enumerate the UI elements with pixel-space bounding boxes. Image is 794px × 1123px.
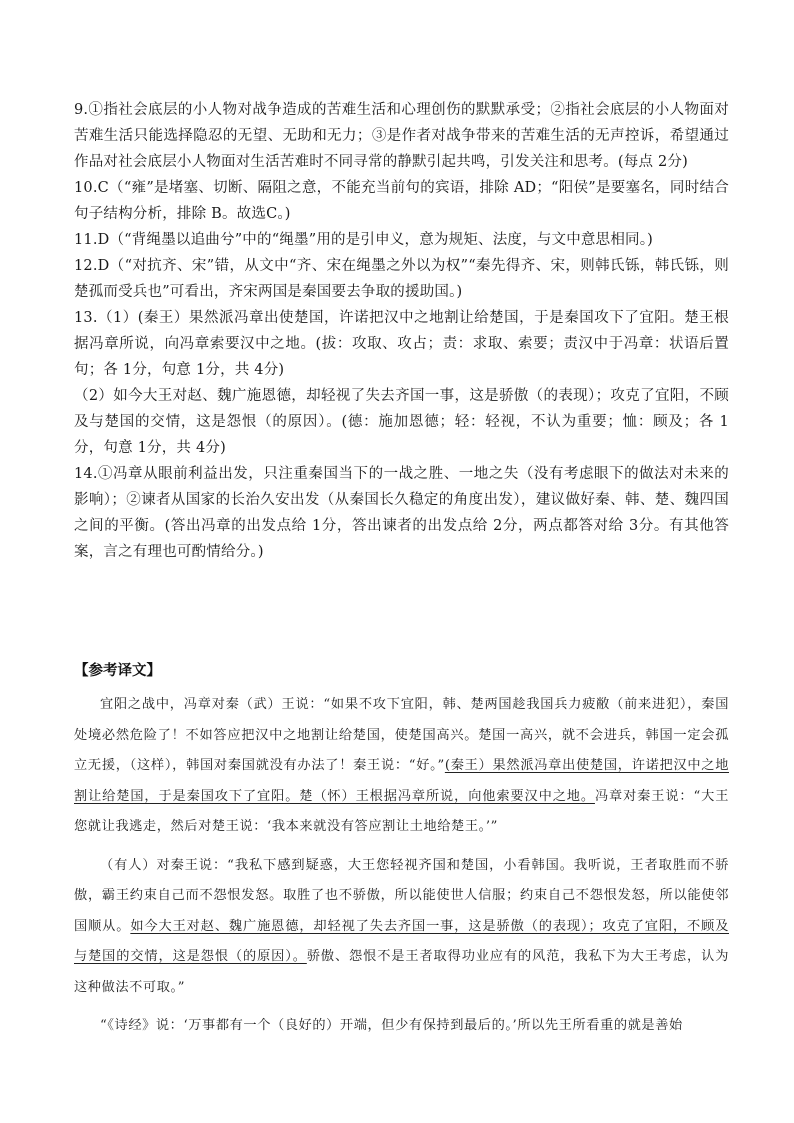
answer-12: 12.D（“对抗齐、宋”错，从文中“齐、宋在绳墨之外以为权”“秦先得齐、宋，则韩氏铄，韩氏铄，则楚孤而受兵也”可看出，齐宋两国是秦国要去争取的援助国。): [74, 258, 729, 300]
translation-p2-text: （有人）对秦王说：“我私下感到疑惑，大王您轻视齐国和楚国，小看韩国。我听说，王者取胜而不骄傲，霸王约束自己而不怨恨发怒。取胜了也不骄傲，所以能使世人信服；约束自己不怨恨发怒，所以能使邻国顺从。: [74, 857, 729, 934]
translation-p2-text-end: 骄傲、怨恨不是王者取得功业应有的风范，我私下为大王考虑，认为这种做法不可取。”: [74, 949, 729, 995]
translation-paragraph-2: [74, 851, 729, 1004]
answer-13-part-2: （2）如今大王对赵、魏广施恩德，却轻视了失去齐国一事，这是骄傲（的表现）；攻克了宜阳，不顾及与楚国的交情，这是怨恨（的原因）。(德：施加恩德；轻：轻视，不认为重要；恤：顾及；各 1分，句意 1分，共 4分): [74, 388, 729, 456]
translation-p1-text: 宜阳之战中，冯章对秦（武）王说：“如果不攻下宜阳，韩、楚两国趁我国兵力疲敝（前来进犯），秦国处境必然危险了！不如答应把汉中之地割让给楚国，使楚国高兴。楚国一高兴，就不会进兵，韩国一定会孤立无援，（这样），韩国对秦国就没有办法了！秦王说：“好。”: [74, 697, 729, 773]
answer-10: 10.C（“雍”是堵塞、切断、隔阻之意，不能充当前句的宾语，排除 AD；“阳侯”是要塞名，同时结合句子结构分析，排除 B。故选C。): [74, 180, 729, 222]
answer-13-part-1: 13.（1）(秦王）果然派冯章出使楚国，许诺把汉中之地割让给楚国，于是秦国攻下了宜阳。楚王根据冯章所说，向冯章索要汉中之地。(拔：攻取、攻占；责：求取、索要；责汉中于冯章：状语后置句；各 1分，句意 1分，共 4分): [74, 310, 729, 378]
answer-14: 14.①冯章从眼前利益出发，只注重秦国当下的一战之胜、一地之失（没有考虑眼下的做法对未来的影响）；②谏者从国家的长治久安出发（从秦国长久稳定的角度出发），建议做好秦、韩、楚、魏四国之间的平衡。(答出冯章的出发点给 1分，答出谏者的出发点给 2分，两点都答对给 3分。有其他答案，言之有理也可酌情给分。): [74, 466, 729, 560]
translation-p2-underlined: 如今大王对赵、魏广施恩德，却轻视了失去齐国一事，这是骄傲（的表现）；攻克了宜阳，不顾及与楚国的交情，这是怨恨（的原因）。: [74, 918, 729, 964]
translation-p1-text-end: 冯章对秦王说：“大王您就让我逃走，然后对楚王说：‘我本来就没有答应割让土地给楚王。’”: [74, 788, 729, 834]
translation-section: [74, 690, 729, 1042]
translation-paragraph-1: [74, 690, 729, 843]
answer-section: [74, 97, 729, 565]
translation-paragraph-3: “《诗经》说：‘万事都有一个（良好的）开端，但少有保持到最后的。’所以先王所看重的就是善始: [100, 1018, 683, 1033]
answer-11: 11.D（“背绳墨以追曲兮”中的“绳墨”用的是引申义，意为规矩、法度，与文中意思相同。): [74, 232, 654, 248]
answer-9: 9.①指社会底层的小人物对战争造成的苦难生活和心理创伤的默默承受；②指社会底层的小人物面对苦难生活只能选择隐忍的无望、无助和无力；③是作者对战争带来的苦难生活的无声控诉，希望通过作品对社会底层小人物面对生活苦难时不同寻常的静默引起共鸣，引发关注和思考。(每点 2分): [74, 102, 729, 170]
translation-p1-underlined: (秦王）果然派冯章出使楚国，许诺把汉中之地割让给楚国，于是秦国攻下了宜阳。楚（怀）王根据冯章所说，向他索要汉中之地。: [74, 758, 729, 804]
translation-heading: 【参考译文】: [74, 662, 161, 679]
